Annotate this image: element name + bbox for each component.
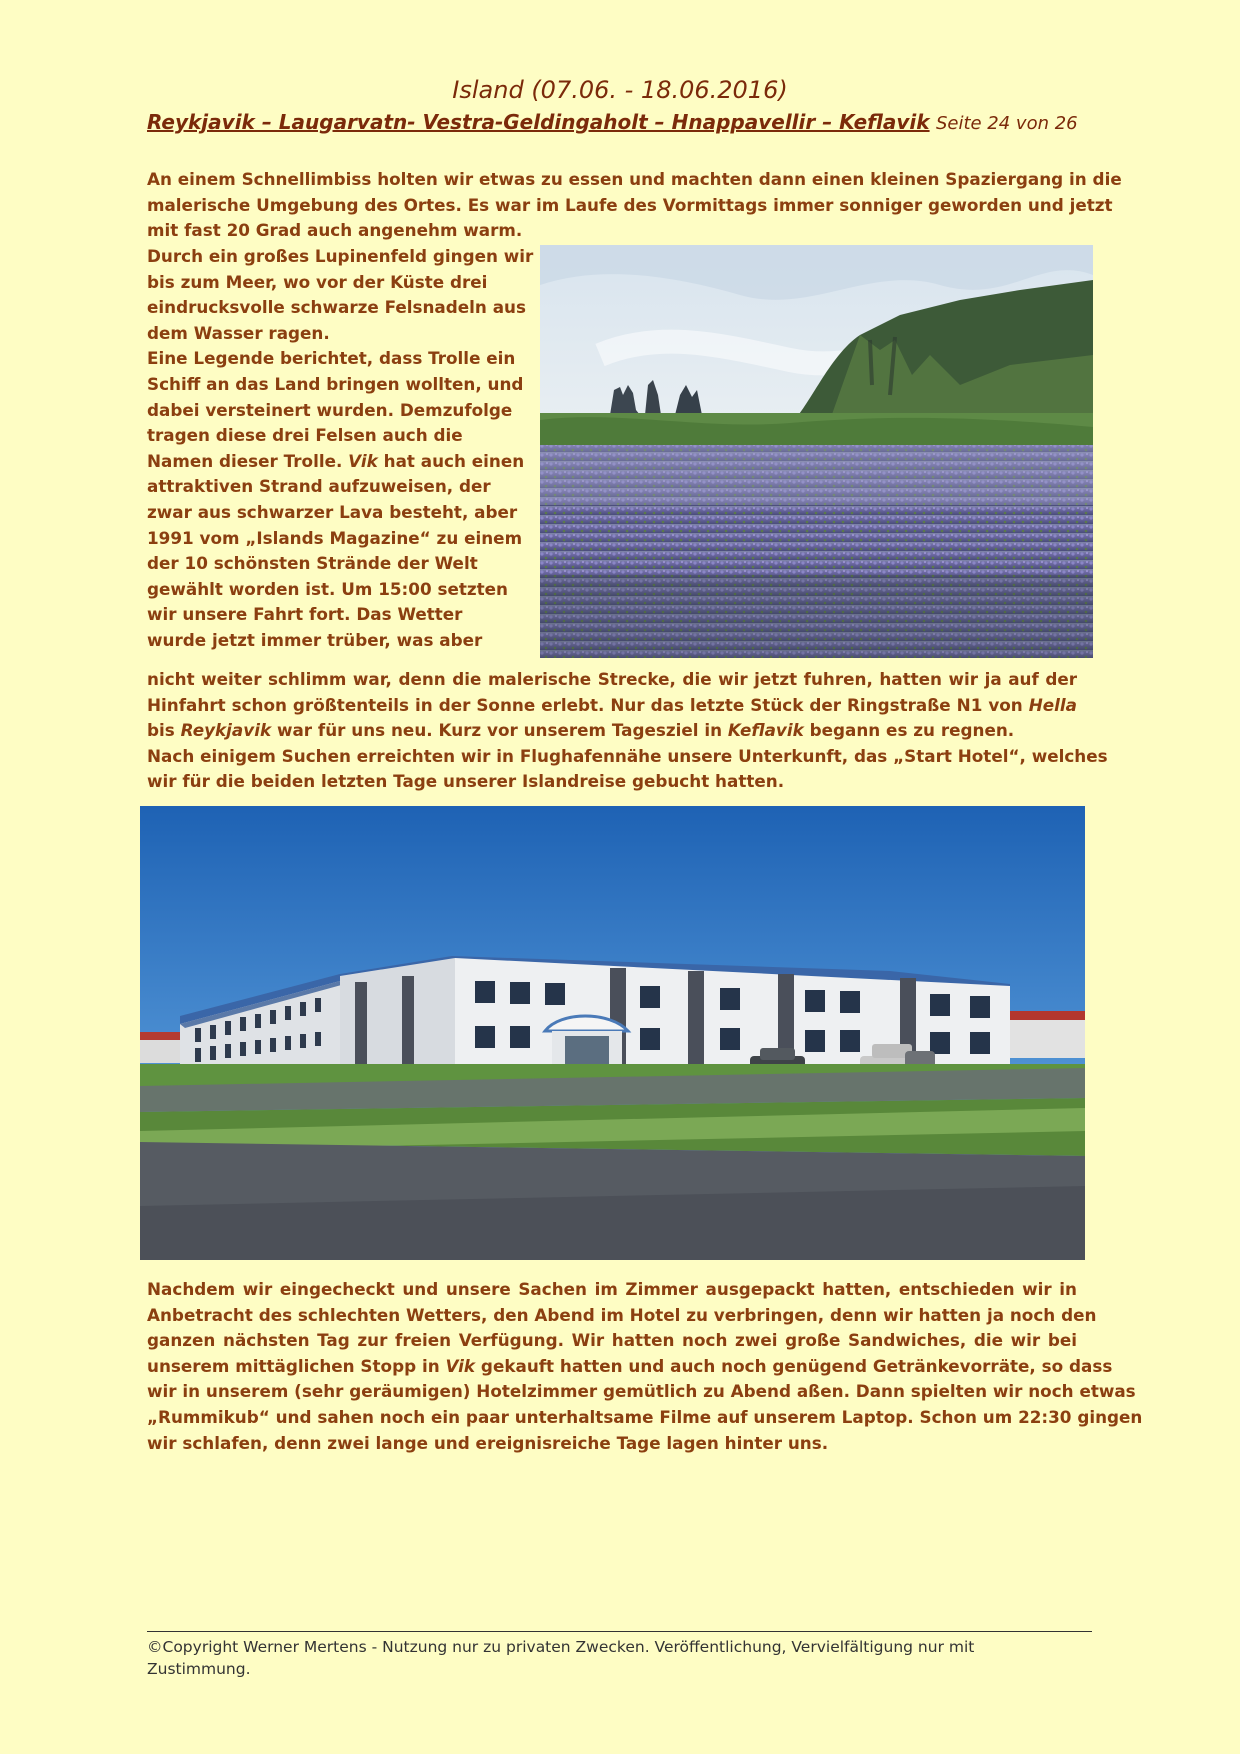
text-line: tragen diese drei Felsen auch die: [147, 425, 463, 446]
place-name: Keflavik: [727, 720, 804, 741]
text-line: dabei versteinert wurden. Demzufolge: [147, 399, 513, 420]
hotel-image: [140, 806, 1085, 1260]
text-line: wir für die beiden letzten Tage unserer Islandreise gebucht hatten.: [147, 771, 785, 792]
hotel-photo: [140, 806, 1085, 1260]
text-line: 1991 vom „Islands Magazine“ zu einem: [147, 527, 523, 548]
copyright-footer: [147, 1636, 1087, 1680]
lupine-field-photo: [540, 245, 1093, 658]
text-line: Durch ein großes Lupinenfeld gingen wir: [147, 246, 534, 266]
text-line: Anbetracht des schlechten Wetters, den Abend im Hotel zu verbringen, denn wir hatten ja noch den: [147, 1304, 1097, 1325]
text-line: mit fast 20 Grad auch angenehm warm.: [147, 220, 523, 241]
text-line: bis Reykjavik war für uns neu. Kurz vor unserem Tagesziel in Keflavik begann es zu regnen.: [147, 720, 1015, 741]
page-title: Island (07.06. - 18.06.2016): [452, 76, 788, 104]
lupine-field-image: [540, 245, 1093, 658]
route-header: [147, 110, 1092, 134]
text-line: gewählt worden ist. Um 15:00 setzten: [147, 578, 508, 599]
lupine-paragraph-continued: [147, 667, 1108, 795]
text-line: Hinfahrt schon größtenteils in der Sonne erlebt. Nur das letzte Stück der Ringstraße N1 von Hella: [147, 694, 1077, 715]
text-line: ganzen nächsten Tag zur freien Verfügung. Wir hatten noch zwei große Sandwiches, die wir bei: [147, 1330, 1077, 1351]
footer-line: Zustimmung.: [147, 1660, 251, 1678]
place-name: Vik: [348, 450, 378, 471]
text-line: An einem Schnellimbiss holten wir etwas zu essen und machten dann einen kleinen Spaziergang in die: [147, 169, 1122, 189]
text-line: Eine Legende berichtet, dass Trolle ein: [147, 348, 516, 369]
intro-paragraph: [147, 167, 1122, 244]
text-line: wurde jetzt immer trüber, was aber: [147, 629, 483, 650]
text-line: Nach einigem Suchen erreichten wir in Flughafennähe unsere Unterkunft, das „Start Hotel“, welches: [147, 745, 1108, 766]
text-line: der 10 schönsten Strände der Welt: [147, 553, 478, 574]
text-line: bis zum Meer, wo vor der Küste drei: [147, 271, 488, 292]
text-line: Nachdem wir eingecheckt und unsere Sachen im Zimmer ausgepackt hatten, entschieden wir in: [147, 1279, 1077, 1299]
route-title: Reykjavik – Laugarvatn- Vestra-Geldingaholt – Hnappavellir – Keflavik: [147, 110, 930, 134]
page-number: Seite 24 von 26: [935, 113, 1078, 134]
footer-divider: [147, 1631, 1092, 1632]
text-line: „Rummikub“ und sahen noch ein paar unterhaltsame Filme auf unserem Laptop. Schon um 22:30 gingen: [147, 1406, 1143, 1427]
text-line: wir unsere Fahrt fort. Das Wetter: [147, 604, 463, 625]
place-name: Reykjavik: [180, 720, 272, 741]
evening-paragraph: [147, 1277, 1143, 1456]
text-line: zwar aus schwarzer Lava besteht, aber: [147, 501, 518, 522]
text-line: Schiff an das Land bringen wollten, und: [147, 373, 524, 394]
text-line: Namen dieser Trolle. Vik hat auch einen: [147, 450, 525, 471]
text-line: malerische Umgebung des Ortes. Es war im Laufe des Vormittags immer sonniger geworden und jetzt: [147, 194, 1113, 215]
place-name: Hella: [1028, 694, 1077, 715]
text-line: eindrucksvolle schwarze Felsnadeln aus: [147, 297, 526, 318]
lupine-paragraph: [147, 244, 534, 654]
text-line: wir in unserem (sehr geräumigen) Hotelzimmer gemütlich zu Abend aßen. Dann spielten wir noch etwas: [147, 1381, 1136, 1402]
footer-line: ©Copyright Werner Mertens - Nutzung nur zu privaten Zwecken. Veröffentlichung, Vervielfältigung nur mit: [147, 1638, 975, 1656]
text-line: wir schlafen, denn zwei lange und ereignisreiche Tage lagen hinter uns.: [147, 1432, 829, 1453]
text-line: unserem mittäglichen Stopp in Vik gekauft hatten und auch noch genügend Getränkevorräte, so dass: [147, 1355, 1113, 1376]
text-line: dem Wasser ragen.: [147, 322, 330, 343]
text-line: nicht weiter schlimm war, denn die malerische Strecke, die wir jetzt fuhren, hatten wir ja auf der: [147, 669, 1077, 689]
place-name: Vik: [445, 1355, 476, 1376]
text-line: attraktiven Strand aufzuweisen, der: [147, 476, 491, 497]
